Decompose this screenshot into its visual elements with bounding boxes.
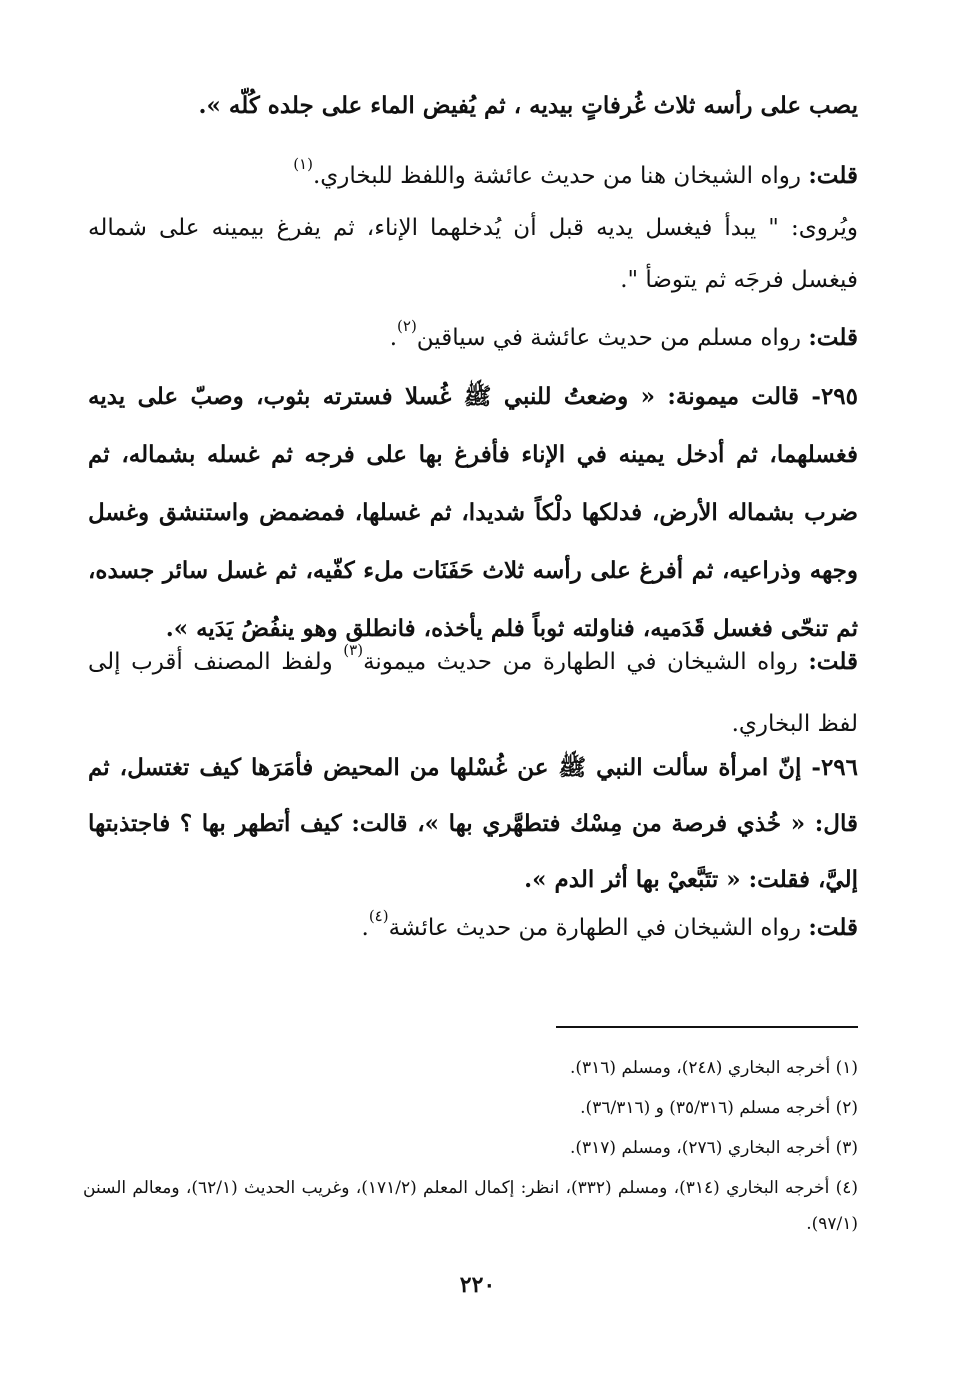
text-run: ويُروى: " يبدأ فيغسل يديه قبل أن يُدخلهما الإناء، ثم يفرغ بيمينه على شماله فيغسل فرجَه ثم يتوضأ ". [88,215,858,293]
paragraph-riwaya [88,202,858,306]
footnote-2: (٢) أخرجه مسلم (٣٥/٣١٦) و (٣٦/٣١٦). [580,1098,858,1118]
footnote-ref: (١) [293,155,313,173]
text-run: . [361,915,369,941]
paragraph-note-2 [88,310,858,368]
bold-text-run: قلت: [808,162,858,189]
hadith-296 [88,740,858,908]
bold-text-run: ٢٩٥- قالت ميمونة: « وضعتُ للنبي ﷺ غُسلا فسترته بثوب، وصبّ على يديه فغسلهما، ثم أدخل يمينه في الإناء فأفرغ بها على فرجه ثم غسله بشماله، ثم ضرب بشماله الأرض، فدلكها دلْكاً شديدا، ثم غسلها، فمضمض واستنشق وغسل وجهه وذراعيه، ثم أفرغ على رأسه ثلاث حَفَنَات ملء كفّيه، ثم غسل سائر جسده، ثم تنحّى فغسل قَدَميه، فناولته ثوباً فلم يأخذه، فانطلق وهو ينفُضُ يَدَيه ». [88,383,858,642]
bold-text-run: ٢٩٦- إنّ امرأة سألت النبي ﷺ عن غُسْلها من المحيض فأمَرَها كيف تغتسل، ثم قال: « خُذي فرصة من مِسْك فتطهَّري بها »، قالت: كيف أتطهر بها ؟ فاجتذبتها إليَّ، فقلت: « تتَبَّعيْ بها أثر الدم ». [88,754,858,893]
text-run: رواه الشيخان في الطهارة من حديث عائشة [388,915,809,941]
text-run: ولفظ المصنف أقرب إلى لفظ البخاري. [88,649,858,737]
text-run: . [389,325,398,351]
footnote-ref: (٣) [343,641,364,659]
hadith-295 [88,368,858,658]
footnote-1: (١) أخرجه البخاري (٢٤٨)، ومسلم (٣١٦). [569,1058,858,1078]
footnote-4: (٤) أخرجه البخاري (٣١٤)، ومسلم (٣٣٢)، انظر: إكمال المعلم (١٧١/٢)، وغريب الحديث (٦٢/١)، ومعالم السنن (٩٧/١). [83,1178,858,1234]
text-run: رواه مسلم من حديث عائشة في سياقين [416,325,809,351]
text-run: رواه الشيخان هنا من حديث عائشة واللفظ للبخاري. [312,163,809,189]
page-number: ٢٢٠ [459,1272,496,1298]
paragraph-note-1 [88,148,858,206]
paragraph-continuation [88,78,858,134]
footnote-separator [556,1026,858,1028]
bold-text-run: قلت: [808,914,858,941]
paragraph-note-4 [88,900,858,958]
bold-text-run: قلت: [808,324,858,351]
bold-text-run: يصب على رأسه ثلاث غُرفاتٍ بيديه ، ثم يُفيض الماء على جلده كُلّه ». [198,92,858,119]
footnote-ref: (٢) [397,317,417,335]
footnote-3: (٣) أخرجه البخاري (٢٧٦)، ومسلم (٣١٧). [569,1138,858,1158]
bold-text-run: قلت: [808,648,858,675]
paragraph-note-3 [88,632,858,754]
footnote-ref: (٤) [368,907,389,925]
text-run: رواه الشيخان في الطهارة من حديث ميمونة [363,649,809,675]
